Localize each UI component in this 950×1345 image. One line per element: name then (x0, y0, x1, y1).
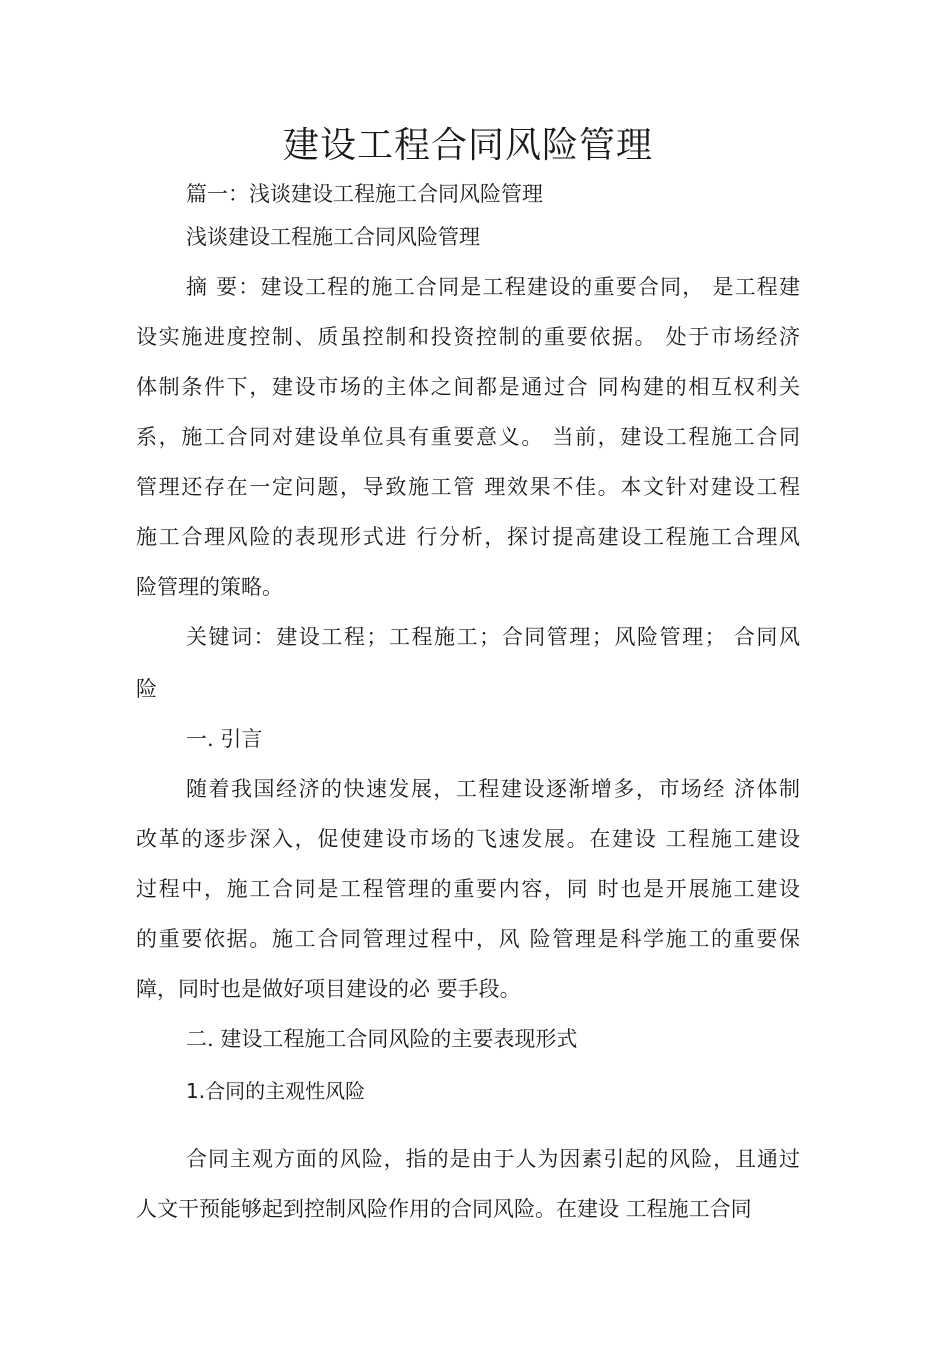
abstract-line: 施工合理风险的表现形式进 行分析，探讨提高建设工程施工合理风 (136, 525, 800, 549)
body-line: 随着我国经济的快速发展，工程建设逐渐增多，市场经 济体制 (186, 777, 800, 801)
abstract-line: 险管理的策略。 (136, 575, 283, 599)
body-line: 改革的逐步深入，促使建设市场的飞速发展。在建设 工程施工建设 (136, 827, 800, 851)
subtitle-2: 浅谈建设工程施工合同风险管理 (186, 225, 480, 249)
body-line: 的重要依据。施工合同管理过程中，风 险管理是科学施工的重要保 (136, 927, 800, 951)
section-heading: 一. 引言 (186, 727, 263, 751)
abstract-line: 系，施工合同对建设单位具有重要意义。 当前，建设工程施工合同 (136, 425, 800, 449)
abstract-line: 体制条件下，建设市场的主体之间都是通过合 同构建的相互权利关 (136, 375, 800, 399)
body-line: 合同主观方面的风险，指的是由于人为因素引起的风险，且通过 (186, 1147, 800, 1171)
abstract-line: 管理还存在一定问题，导致施工管 理效果不佳。本文针对建设工程 (136, 475, 800, 499)
keywords-line: 关键词：建设工程；工程施工；合同管理；风险管理； 合同风 (186, 625, 800, 649)
keywords-line: 险 (136, 677, 157, 701)
document-title: 建设工程合同风险管理 (282, 125, 653, 166)
abstract-line: 摘 要：建设工程的施工合同是工程建设的重要合同， 是工程建 (186, 275, 800, 299)
section-heading: 二. 建设工程施工合同风险的主要表现形式 (186, 1027, 578, 1051)
body-line: 人文干预能够起到控制风险作用的合同风险。在建设 工程施工合同 (136, 1197, 752, 1221)
body-line: 过程中，施工合同是工程管理的重要内容，同 时也是开展施工建设 (136, 877, 800, 901)
abstract-line: 设实施进度控制、质虽控制和投资控制的重要依据。 处于市场经济 (136, 325, 800, 349)
body-line: 障，同时也是做好项目建设的必 要手段。 (136, 977, 521, 1001)
subsection-heading: 1.合同的主观性风险 (186, 1079, 366, 1103)
subtitle-1: 篇一：浅谈建设工程施工合同风险管理 (186, 182, 543, 206)
